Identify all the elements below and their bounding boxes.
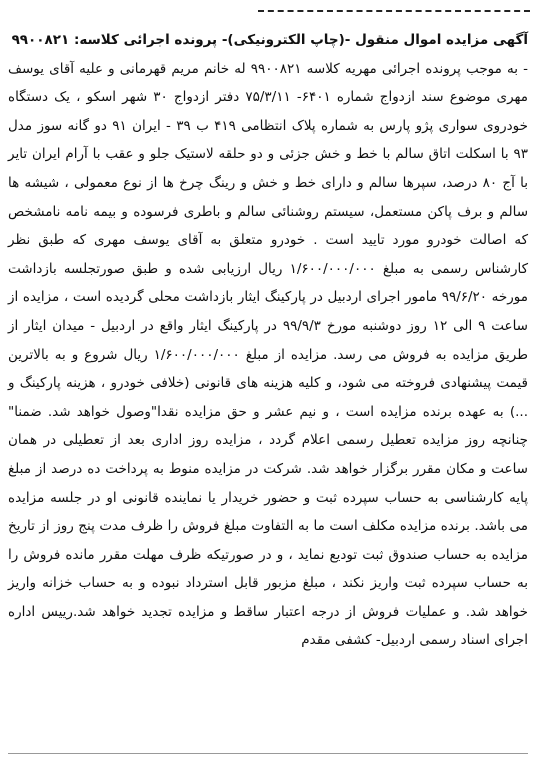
notice-signature: رییس اداره اجرای اسناد رسمی اردبیل- کشفی مقدم [8, 603, 528, 649]
notice-body: - به موجب پرونده اجرائی مهریه کلاسه ۹۹۰۰۸۲۱ له خانم مریم قهرمانی و علیه آقای یوسف مهری موضوع سند ازدواج شماره ۶۴۰۱- ۷۵/۳/۱۱ دفتر ازدواج ۳۰ شهر اسکو ، یک دستگاه خودروی سواری پژو پارس به شماره پلاک انتظامی ۴۱۹ ب ۳۹ - ایران ۹۱ دو گانه سوز مدل ۹۳ با اسکلت اتاق سالم با خط و خش جزئی و دو حلقه لاستیک جلو و عقب با آرام ایران تایر با آج ۸۰ درصد، سپرها سالم و دارای خط و خش و رینگ چرخ ها از نوع معمولی ، شیشه ها سالم و برف پاکن مستعمل، سیستم روشنائی سالم و باطری فرسوده و بیمه نامه نامشخص که اصالت خودرو مورد تایید است . خودرو متعلق به آقای یوسف مهری که طبق نظر کارشناس رسمی به مبلغ ۱/۶۰۰/۰۰۰/۰۰۰ ریال ارزیابی شده و طبق صورتجلسه بازداشت مورخه ۹۹/۶/۲۰ مامور اجرای اردبیل در پارکینگ ایثار بازداشت محلی گردیده است ، مزایده از ساعت ۹ الی ۱۲ روز دوشنبه مورخ ۹۹/۹/۳ در پارکینگ ایثار واقع در اردبیل - میدان ایثار از طریق مزایده به فروش می رسد. مزایده از مبلغ ۱/۶۰۰/۰۰۰/۰۰۰ ریال شروع و به بالاترین قیمت پیشنهادی فروخته می شود، و کلیه هزینه های قانونی (خلافی خودرو ، هزینه پارکینگ و ...) به عهده برنده مزایده است ، و نیم عشر و حق مزایده نقدا"وصول خواهد شد. ضمنا" چنانچه روز مزایده تعطیل رسمی اعلام گردد ، مزایده روز اداری بعد از تعطیلی در همان ساعت و مکان مقرر برگزار خواهد شد. شرکت در مزایده منوط به پرداخت ده درصد از مبلغ پایه کارشناسی به حساب سپرده ثبت و حضور خریدار یا نماینده قانونی او در جلسه مزایده می باشد. برنده مزایده مکلف است ما به التفاوت مبلغ فروش را ظرف مدت پنج روز از تاریخ مزایده به حساب صندوق ثبت تودیع نماید ، و در صورتیکه ظرف مهلت مقرر مانده فروش را به حساب سپرده ثبت واریز نکند ، مبلغ مزبور قابل استرداد نبوده و به حساب خزانه واریز خواهد شد. و عملیات فروش از درجه اعتبار ساقط و مزایده تجدید خواهد شد. [8, 60, 529, 620]
top-dashed-divider [258, 10, 530, 12]
auction-notice-text [8, 26, 528, 655]
bottom-divider [8, 753, 528, 754]
notice-title: آگهی مزایده اموال منقول -(چاپ الکترونیکی)- پرونده اجرائی کلاسه: ۹۹۰۰۸۲۱ [11, 32, 528, 48]
